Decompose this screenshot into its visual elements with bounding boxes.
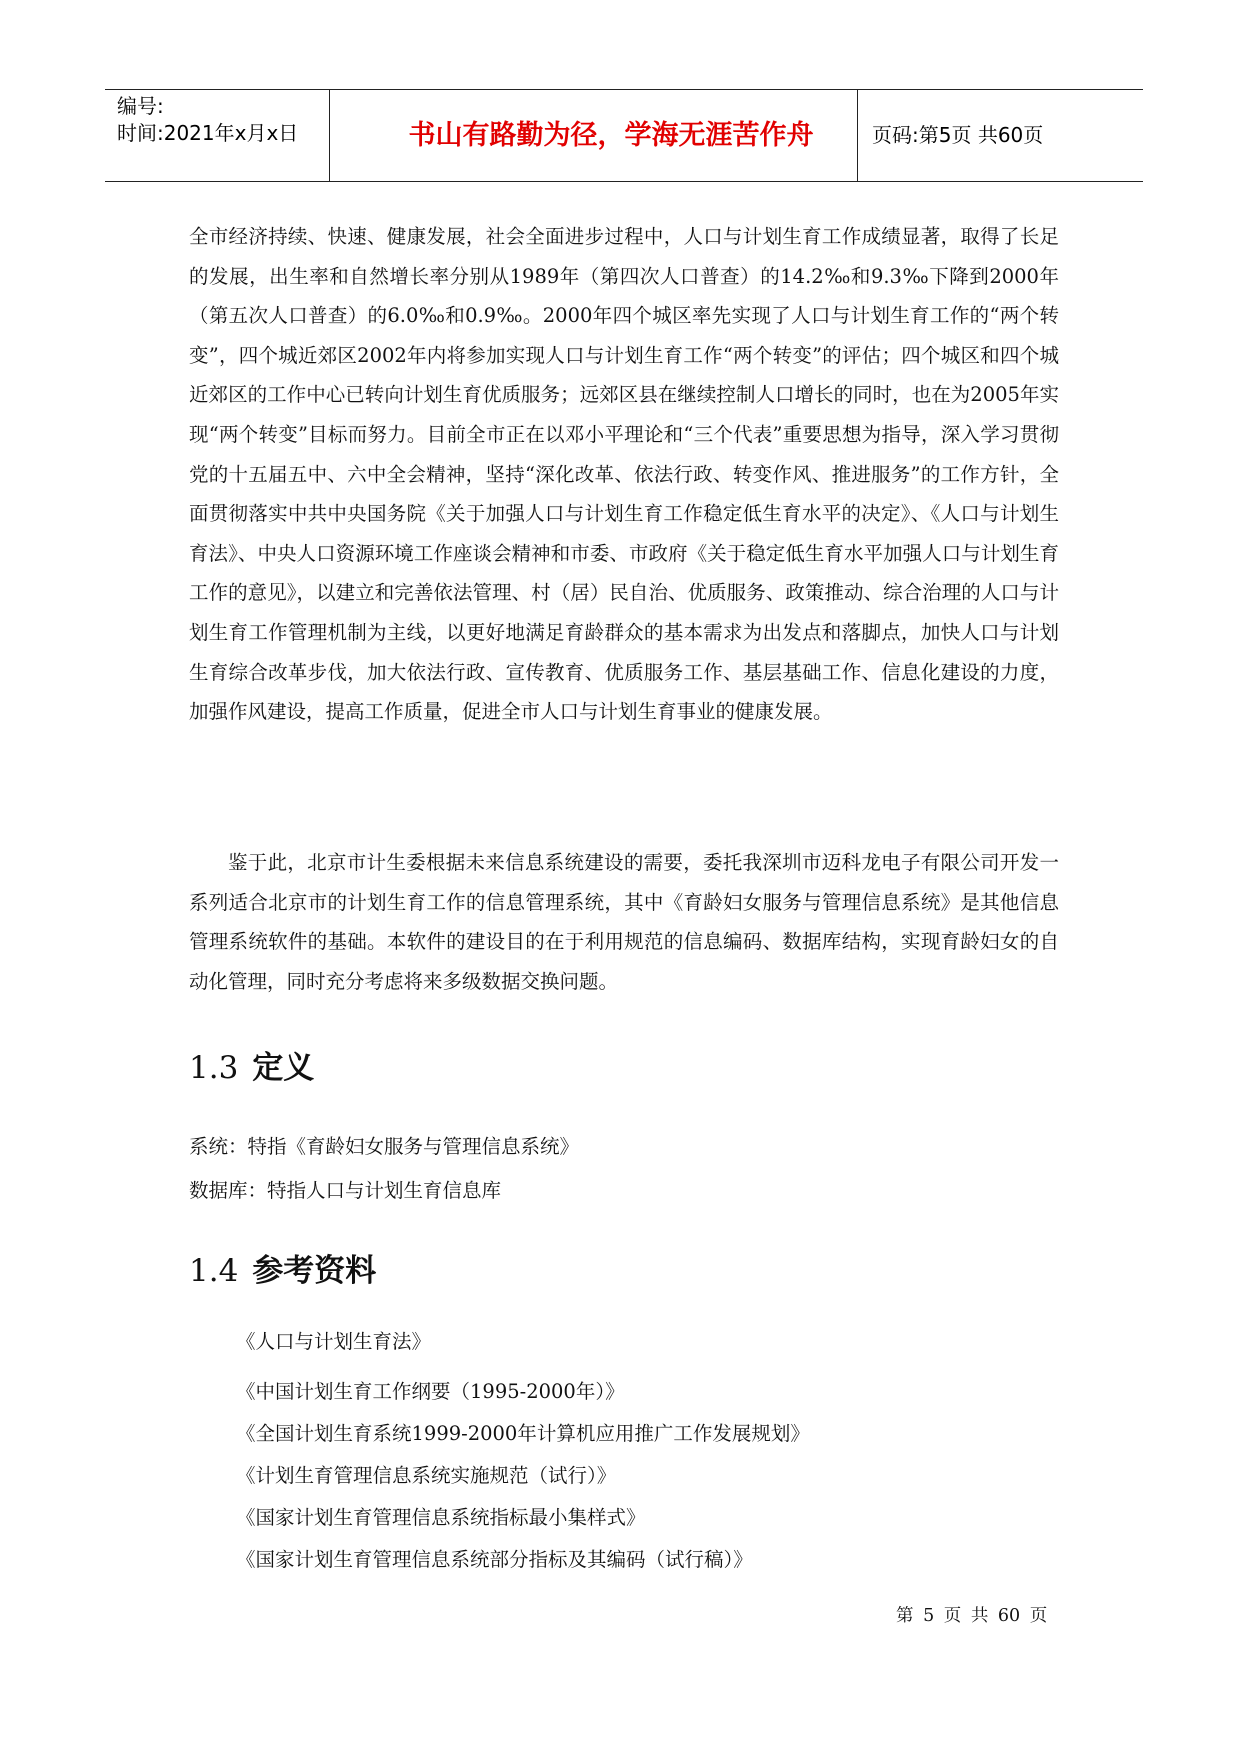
reference-item: 《中国计划生育工作纲要（1995-2000年）》 [236,1380,625,1403]
definition-system: 系统：特指《育龄妇女服务与管理信息系统》 [189,1135,580,1158]
header-motto: 书山有路勤为径，学海无涯苦作舟 [408,120,814,151]
reference-item: 《全国计划生育系统1999-2000年计算机应用推广工作发展规划》 [236,1422,810,1445]
section-number: 1.4 [189,1253,239,1289]
header-number-label: 编号: [117,94,164,118]
header-meta [117,93,298,147]
reference-item: 《国家计划生育管理信息系统指标最小集样式》 [236,1506,646,1529]
header-time-label: 时间:2021年x月x日 [117,121,299,145]
body-paragraph-2: 鉴于此，北京市计生委根据未来信息系统建设的需要，委托我深圳市迈科龙电子有限公司开发一系列适合北京市的计划生育工作的信息管理系统，其中《育龄妇女服务与管理信息系统》是其他信息管理系统软件的基础。本软件的建设目的在于利用规范的信息编码、数据库结构，实现育龄妇女的自动化管理，同时充分考虑将来多级数据交换问题。 [189,851,1059,993]
section-title: 参考资料 [252,1253,377,1289]
reference-list [236,1321,810,1581]
header-divider-left [329,90,330,181]
page-header [105,89,1143,182]
section-heading-references [189,1245,376,1290]
reference-item: 《人口与计划生育法》 [236,1330,432,1353]
header-divider-right [857,90,858,181]
reference-item: 《计划生育管理信息系统实施规范（试行）》 [236,1464,617,1487]
reference-item: 《国家计划生育管理信息系统部分指标及其编码（试行稿）》 [236,1548,753,1571]
section-heading-definitions [189,1042,314,1087]
definition-database: 数据库：特指人口与计划生育信息库 [189,1179,502,1202]
section-number: 1.3 [189,1050,239,1086]
section-title: 定义 [252,1050,315,1086]
body-paragraph-1: 全市经济持续、快速、健康发展，社会全面进步过程中，人口与计划生育工作成绩显著，取得了长足的发展，出生率和自然增长率分别从1989年（第四次人口普查）的14.2‰和9.3‰下降到2000年（第五次人口普查）的6.0‰和0.9‰。2000年四个城区率先实现了人口与计划生育工作的“两个转变”，四个城近郊区2002年内将参加实现人口与计划生育工作“两个转变”的评估；四个城区和四个城近郊区的工作中心已转向计划生育优质服务；远郊区县在继续控制人口增长的同时，也在为2005年实现“两个转变”目标而努力。目前全市正在以邓小平理论和“三个代表”重要思想为指导，深入学习贯彻党的十五届五中、六中全会精神，坚持“深化改革、依法行政、转变作风、推进服务”的工作方针，全面贯彻落实中共中央国务院《关于加强人口与计划生育工作稳定低生育水平的决定》、《人口与计划生育法》、中央人口资源环境工作座谈会精神和市委、市政府《关于稳定低生育水平加强人口与计划生育工作的意见》，以建立和完善依法管理、村（居）民自治、优质服务、政策推动、综合治理的人口与计划生育工作管理机制为主线，以更好地满足育龄群众的基本需求为出发点和落脚点，加快人口与计划生育综合改革步伐，加大依法行政、宣传教育、优质服务工作、基层基础工作、信息化建设的力度，加强作风建设，提高工作质量，促进全市人口与计划生育事业的健康发展。 [189,225,1059,724]
page-footer: 第 5 页 共 60 页 [896,1606,1048,1626]
header-page-code: 页码:第5页 共60页 [872,123,1044,147]
